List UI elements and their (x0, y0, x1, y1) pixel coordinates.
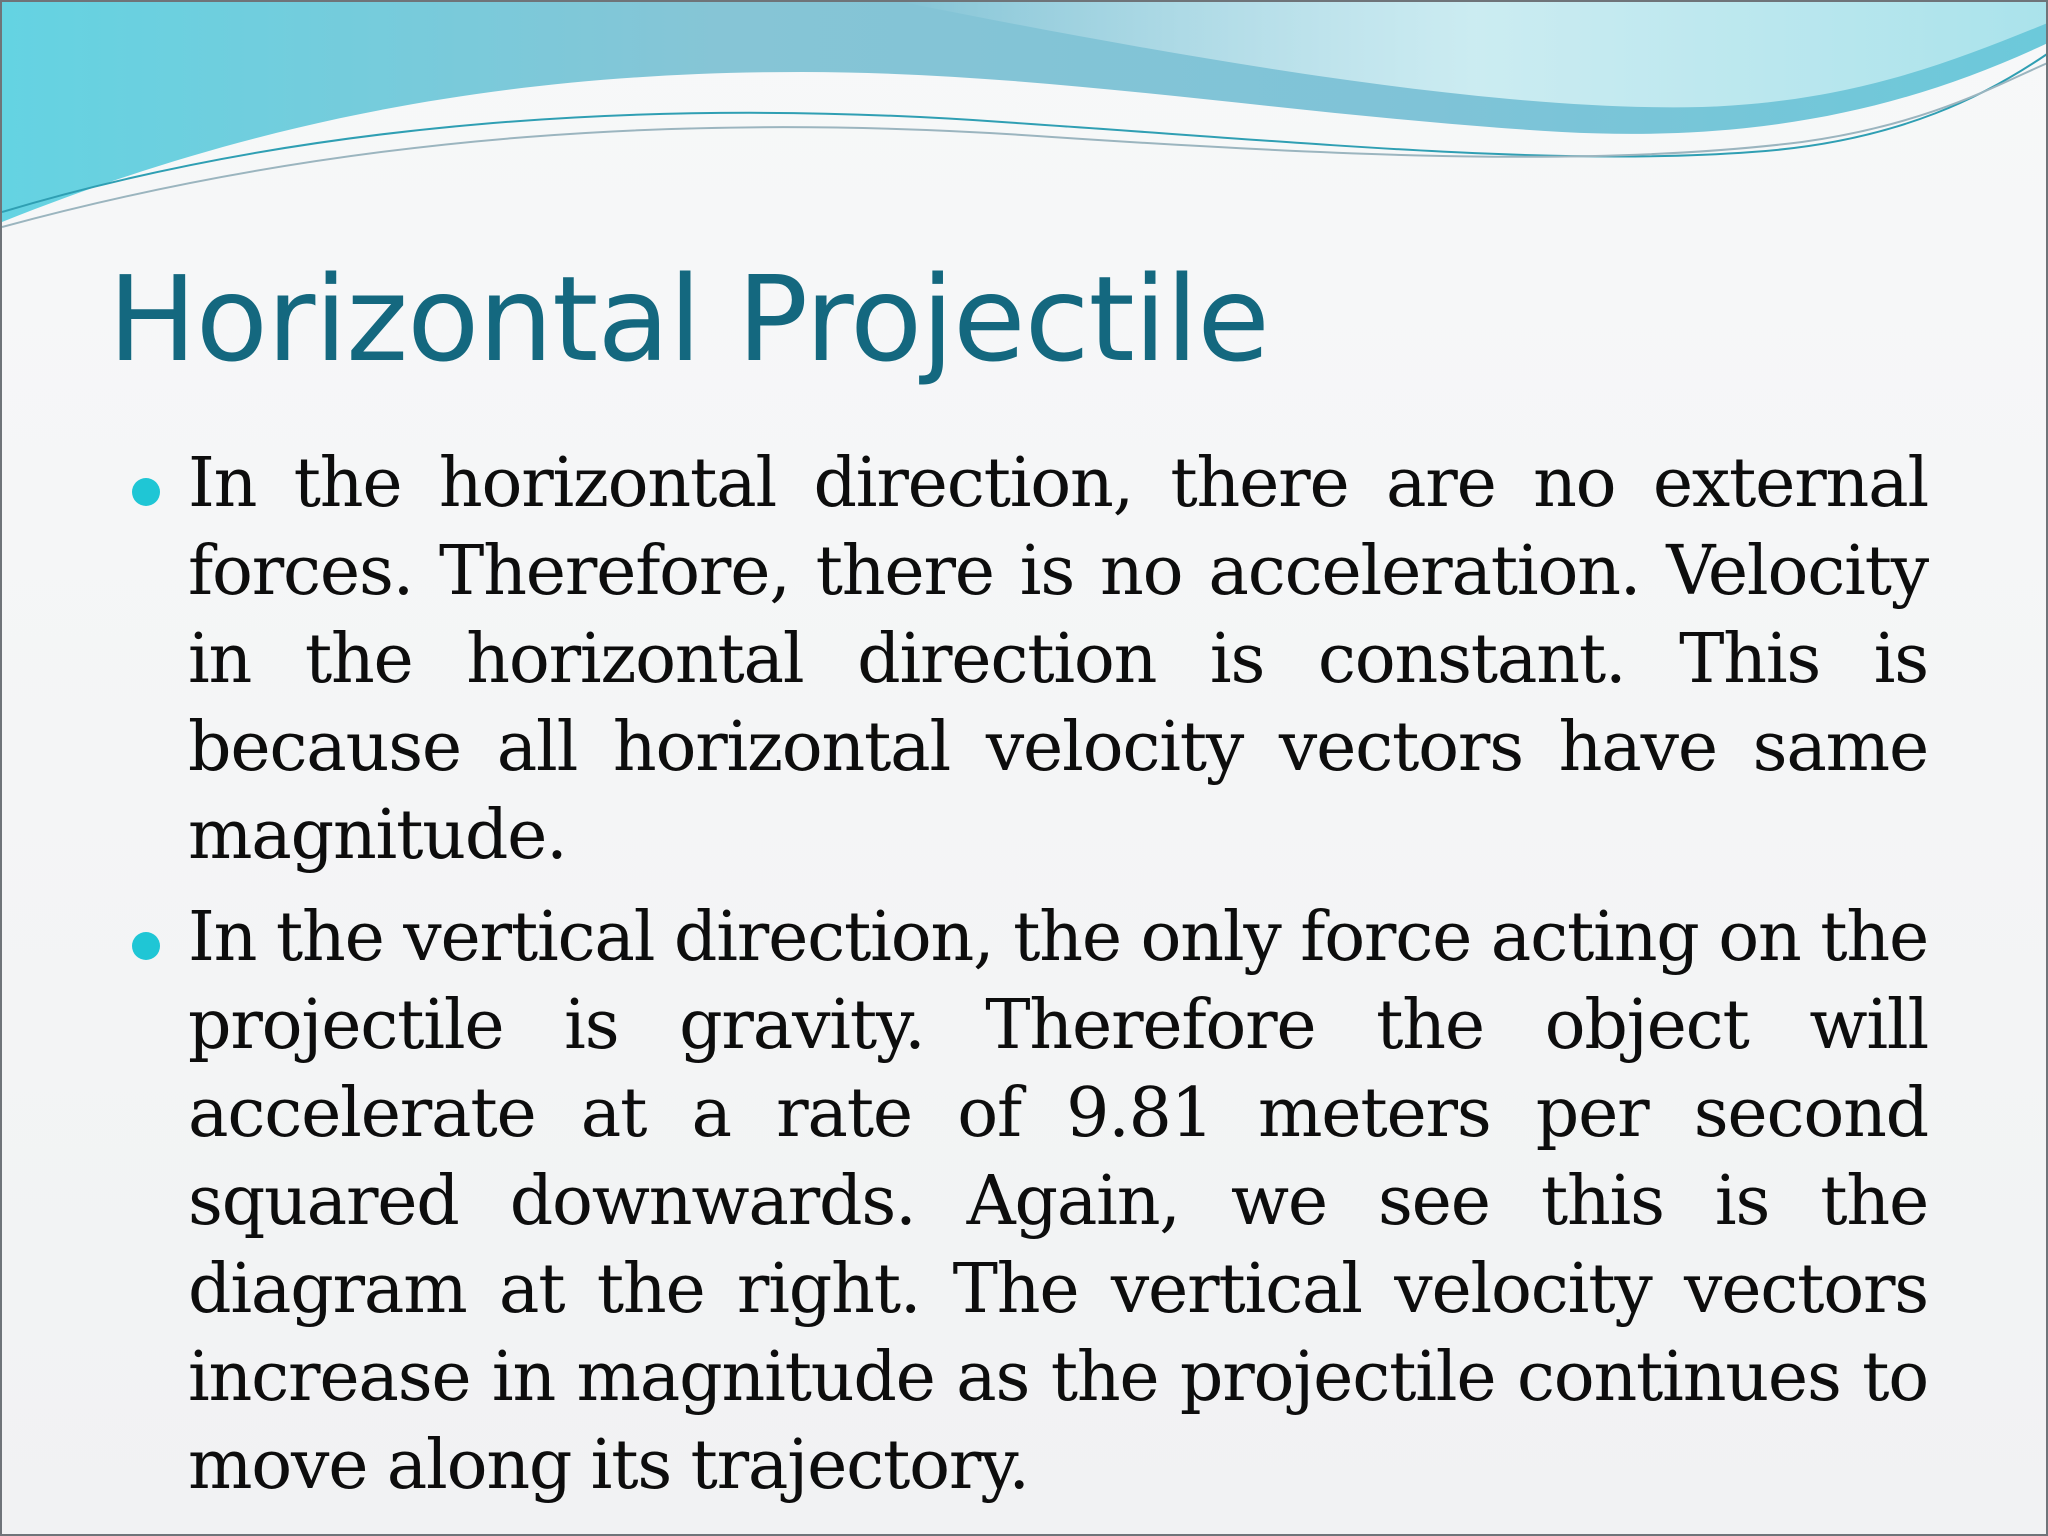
header-wave-decoration (2, 2, 2048, 242)
bullet-dot-icon (132, 478, 160, 506)
bullet-item (128, 440, 1928, 880)
bullet-dot-icon (132, 932, 160, 960)
bullet-list (128, 440, 1928, 1524)
slide-title: Horizontal Projectile (108, 250, 1269, 388)
bullet-text: In the vertical direction, the only force acting on the projectile is gravity. Therefore the object will accelerate at a rate of 9.81 meters per second squared downwards. Again, we see this is the diagram at the right. The vertical velocity vectors increase in magnitude as the projectile continues to move along its trajectory. (188, 898, 1928, 1505)
bullet-item (128, 894, 1928, 1510)
bullet-text: In the horizontal direction, there are no external forces. Therefore, there is no acceleration. Velocity in the horizontal direction is constant. This is because all horizontal velocity vectors have same magnitude. (188, 444, 1928, 875)
